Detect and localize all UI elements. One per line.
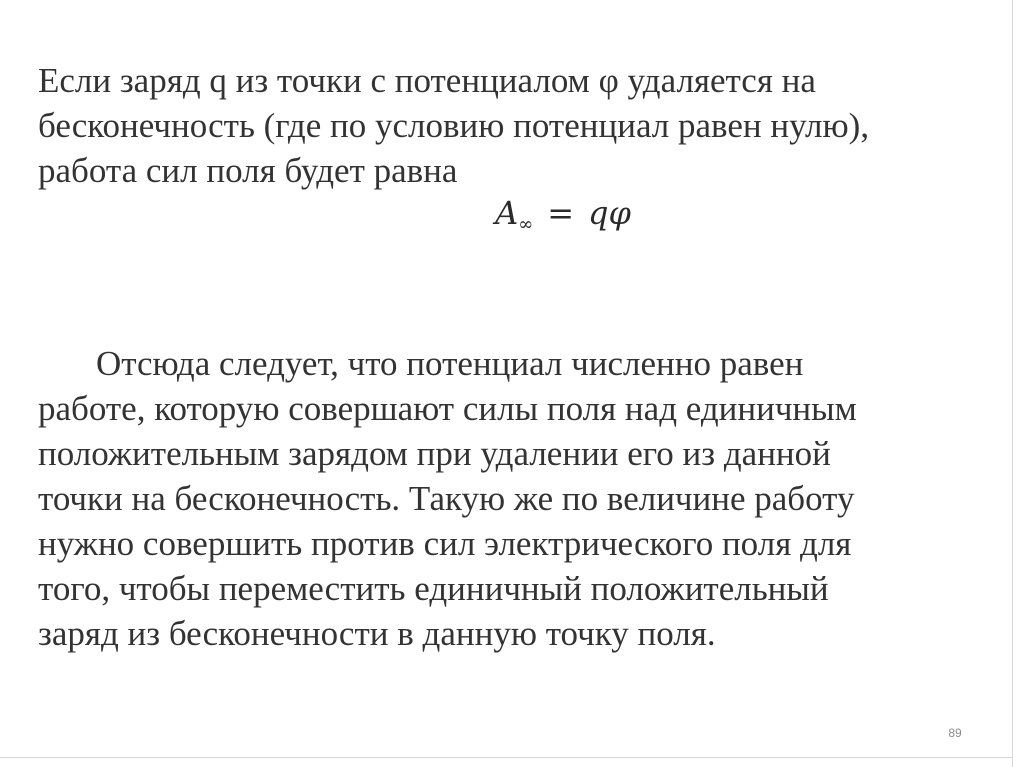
- paragraph-2: [38, 341, 998, 656]
- formula: [38, 189, 998, 249]
- text-line: того, чтобы переместить единичный положительный: [38, 569, 829, 608]
- text-line: работа сил поля будет равна: [38, 151, 458, 190]
- text-line: бесконечность (где по условию потенциал равен нулю),: [38, 106, 870, 145]
- paragraph-1: [38, 58, 998, 193]
- formula-lhs: A: [495, 194, 519, 232]
- formula-lhs-subscript: ∞: [518, 214, 534, 235]
- slide-body: [38, 58, 998, 656]
- text-line: точки на бесконечность. Такую же по величине работу: [38, 479, 855, 518]
- text-line: Если заряд q из точки с потенциалом φ удаляется на: [38, 61, 816, 100]
- text-line: работе, которую совершают силы поля над единичным: [38, 389, 857, 428]
- text-line: заряд из бесконечности в данную точку поля.: [38, 614, 716, 653]
- slide-border-right: [1012, 0, 1013, 767]
- text-line: Отсюда следует, что потенциал численно равен: [96, 344, 804, 383]
- slide-border-bottom: [0, 757, 1012, 758]
- page-number: 89: [948, 726, 962, 740]
- text-line: положительным зарядом при удалении его из данной: [38, 434, 831, 473]
- formula-rhs: qφ: [588, 194, 631, 232]
- text-line: нужно совершить против сил электрического поля для: [38, 524, 852, 563]
- formula-equals: =: [547, 194, 575, 232]
